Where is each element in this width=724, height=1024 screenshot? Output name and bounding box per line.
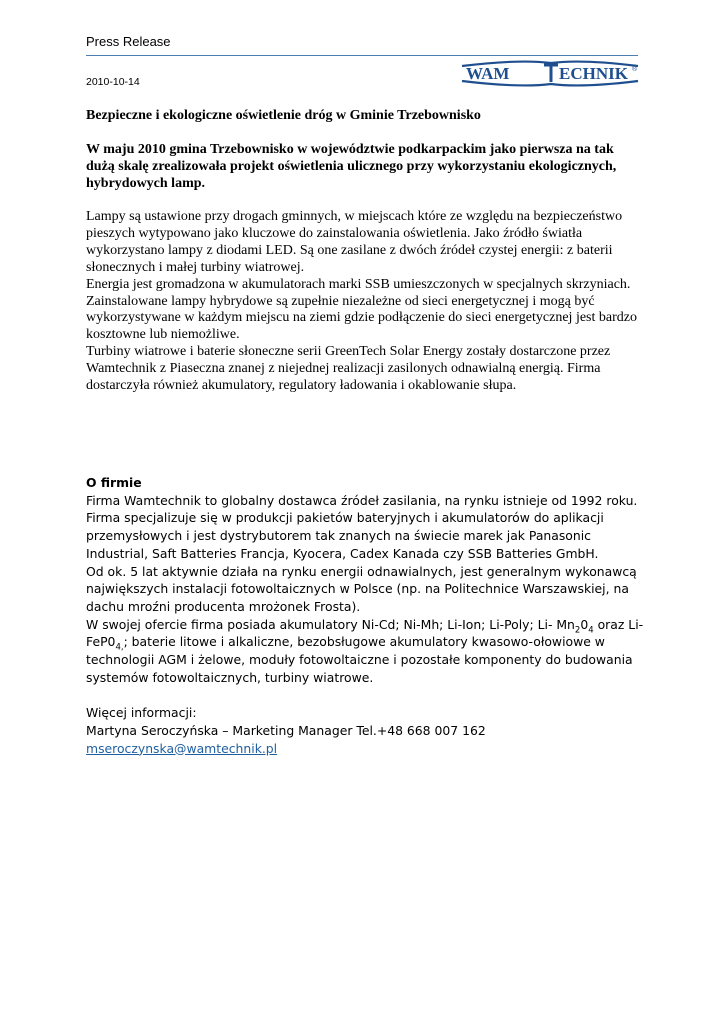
- release-date: 2010-10-14: [86, 76, 140, 88]
- body-paragraph-1: Lampy są ustawione przy drogach gminnych, w miejscach które ze względu na bezpieczeństwo pieszych wytypowano jako kluczowe do zainstalowania oświetlenia. Jako źródło światła wykorzystano lampy z diodami LED. Są one zasilane z dwóch źródeł czystej energii: z baterii słonecznych i małej turbiny wiatrowej.: [86, 209, 623, 275]
- header-rule: [86, 55, 638, 56]
- offer-text-b: 0: [580, 616, 589, 632]
- about-paragraph-2: Od ok. 5 lat aktywnie działa na rynku energii odnawialnych, jest generalnym wykonawcą największych instalacji fotowoltaicznych w Polsce (np. na Politechnice Warszawskiej, na dachu mroźni producenta mrożonek Frosta).: [86, 563, 637, 614]
- offer-text-c: oraz Li-FeP0: [86, 616, 644, 650]
- about-company-section: [86, 474, 656, 757]
- body-paragraph-2: Energia jest gromadzona w akumulatorach marki SSB umieszczonych w specjalnych skrzyniach. Zainstalowane lampy hybrydowe są zupełnie niezależne od sieci energetycznej i mogą być wykorzystywane w każdym miejscu na ziemi gdzie podłączenie do sieci energetycznej jest bardzo kosztowne lub niemożliwe.: [86, 276, 637, 343]
- registered-mark: ®: [632, 66, 638, 73]
- email-link[interactable]: mseroczynska@wamtechnik.pl: [86, 740, 278, 756]
- subscript-4: 4: [588, 625, 594, 636]
- logo-text-left: WAM: [466, 64, 510, 83]
- about-heading: O firmie: [86, 475, 142, 490]
- subscript-4-comma: 4,: [115, 642, 124, 653]
- about-paragraph-3: [86, 616, 656, 687]
- subscript-2: 2: [574, 625, 581, 636]
- header-label: Press Release: [86, 34, 171, 49]
- more-info-label: Więcej informacji:: [86, 705, 197, 721]
- body-paragraph-3: Turbiny wiatrowe i baterie słoneczne serii GreenTech Solar Energy zostały dostarczone przez Wamtechnik z Piaseczna znanej z niejednej realizacji zasilonych odnawialną energią. Firma dostarczyła również akumulatory, regulatory ładowania i okablowanie słupa.: [86, 344, 611, 394]
- article-body: [86, 209, 646, 395]
- logo-text-right: ECHNIK: [559, 64, 628, 83]
- about-paragraph-1: Firma Wamtechnik to globalny dostawca źródeł zasilania, na rynku istnieje od 1992 roku. Firma specjalizuje się w produkcji pakietów bateryjnych i akumulatorów do aplikacji przemysłowych i jest dystrybutorem tak znanych na świecie marek jak Panasonic Industrial, Saft Batteries Francja, Kyocera, Cadex Kanada czy SSB Batteries GmbH.: [86, 492, 638, 561]
- spacer: [86, 686, 656, 704]
- contact-line: Martyna Seroczyńska – Marketing Manager Tel.+48 668 007 162: [86, 722, 486, 738]
- wamtechnik-logo: [460, 59, 642, 87]
- article-title: Bezpieczne i ekologiczne oświetlenie dróg w Gminie Trzebownisko: [86, 108, 481, 123]
- offer-text-a: W swojej ofercie firma posiada akumulatory Ni-Cd; Ni-Mh; Li-Ion; Li-Poly; Li- Mn: [86, 616, 575, 632]
- offer-text-d: ; baterie litowe i alkaliczne, bezobsługowe akumulatory kwasowo-ołowiowe w technologii AGM i żelowe, moduły fotowoltaiczne i pozostałe komponenty do budowania systemów fotowoltaicznych, turbiny wiatrowe.: [86, 634, 633, 685]
- article-lead: W maju 2010 gmina Trzebownisko w województwie podkarpackim jako pierwsza na tak dużą skalę zrealizowała projekt oświetlenia ulicznego przy wykorzystaniu ekologicznych, hybrydowych lamp.: [86, 142, 617, 191]
